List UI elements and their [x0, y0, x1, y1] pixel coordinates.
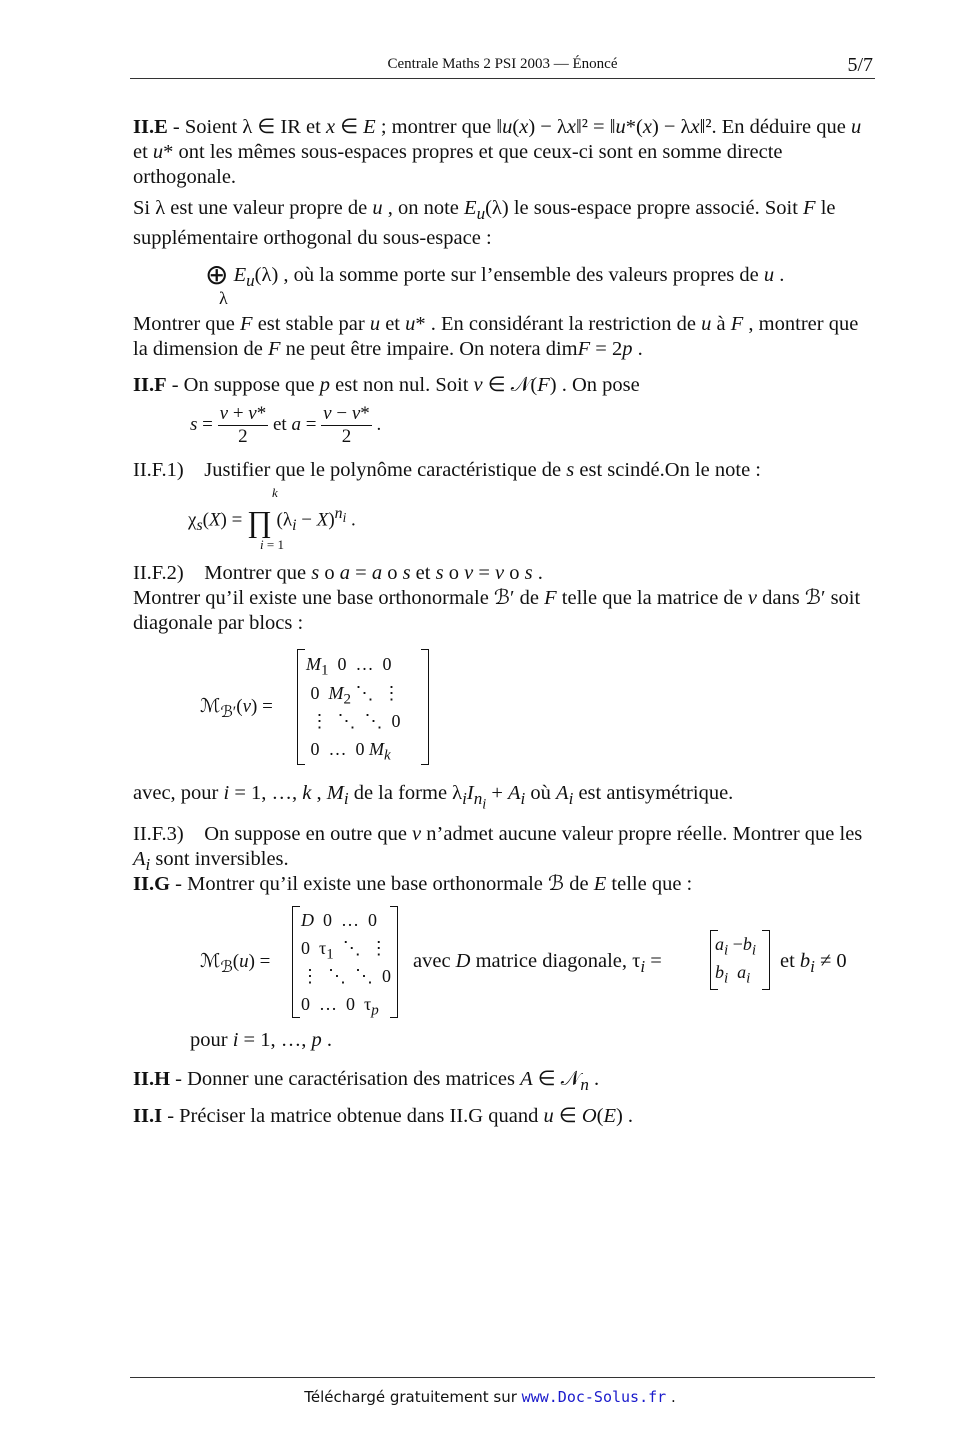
matrix-label-v: ℳ$_{ℬ'}$(v) = [200, 696, 273, 721]
IIE-para3: Montrer que F est stable par u et u* . En considérant la restriction de u à F , montrer que la dimension de F ne peut être impaire. On notera dimF = 2p . [133, 313, 859, 360]
page-header [130, 54, 875, 79]
IIF2: II.F.2) Montrer que s o a = a o s et s o v = v o s . Montrer qu’il existe une base orthonormale ℬ′ de F telle que la matrice de v dans ℬ′ soit diagonale par blocs : [133, 562, 861, 634]
tau-matrix: $a_i -b_i$ $b_i$ $a_i$ [710, 930, 770, 990]
direct-sum: ⊕ $E_u(\lambda)$ , où la somme porte sur l’ensemble des valeurs propres de u . λ [205, 260, 785, 308]
footer: Téléchargé gratuitement sur www.Doc-Solus.fr . [304, 1388, 676, 1406]
section-IIH: II.H - Donner une caractérisation des matrices A ∈ 𝒩$_n$ . [133, 1068, 600, 1095]
block-matrix: $M_1$ 0 … 0 0 $M_2$ ⋱ ⋮ ⋮ ⋱ ⋱ 0 0 … 0 $M_k$ [297, 649, 429, 765]
section-IIF: II.F - On suppose que p est non nul. Soit v ∈ 𝒩(F) . On pose [133, 374, 640, 396]
section-III: II.I - Préciser la matrice obtenue dans II.G quand u ∈ O(E) . [133, 1105, 634, 1127]
cond-text: et $b_i \ne 0$ [780, 950, 847, 977]
reduced-matrix: D 0 … 0 0 $\tau_1$ ⋱ ⋮ ⋮ ⋱ ⋱ 0 0 … 0 $\tau_p$ [292, 906, 398, 1018]
section-IIG: II.G - Montrer qu’il existe une base orthonormale ℬ de E telle que : [133, 873, 693, 895]
IIE-para2: Si λ est une valeur propre de u , on note $E_u(\lambda)$ le sous-espace propre associé. Soit F le supplémentaire orthogonal du sous-espace : [133, 197, 836, 250]
footer-rule [130, 1377, 875, 1378]
IIF-after: avec, pour i = 1, …, k , $M_i$ de la forme $\lambda_iI_{n_i} + A_i$ où $A_i$ est antisymétrique. II.F.3) On suppose en outre que v n’admet aucune valeur propre réelle. Montrer que les $A_i$ sont inversibles. [133, 782, 863, 874]
page-number: 5/7 [847, 54, 873, 76]
def-s-a: s = $\frac{v + v*}{2}$ et a = $\frac{v - v*}{2}$ . [190, 403, 382, 447]
header-title: Centrale Maths 2 PSI 2003 — Énoncé [387, 56, 618, 72]
pour-text: pour i = 1, …, p . [190, 1029, 332, 1051]
footer-text: Téléchargé gratuitement sur [304, 1388, 517, 1406]
avec-text: avec D matrice diagonale, $\tau_i$ = [413, 950, 662, 977]
footer-link[interactable]: www.Doc-Solus.fr [521, 1388, 667, 1406]
section-IIE [133, 115, 873, 251]
IIF1: II.F.1) Justifier que le polynôme caractéristique de s est scindé.On le note : [133, 459, 761, 481]
matrix-label-u: ℳ$_ℬ$(u) = [200, 951, 271, 976]
IIE-para1: II.E - Soient λ ∈ IR et x ∈ E ; montrer que ‖u(x) − λx‖² = ‖u*(x) − λx‖². En déduire que u et u* ont les mêmes sous-espaces propres et que ceux-ci sont en somme directe orthogonale. [133, 116, 862, 188]
